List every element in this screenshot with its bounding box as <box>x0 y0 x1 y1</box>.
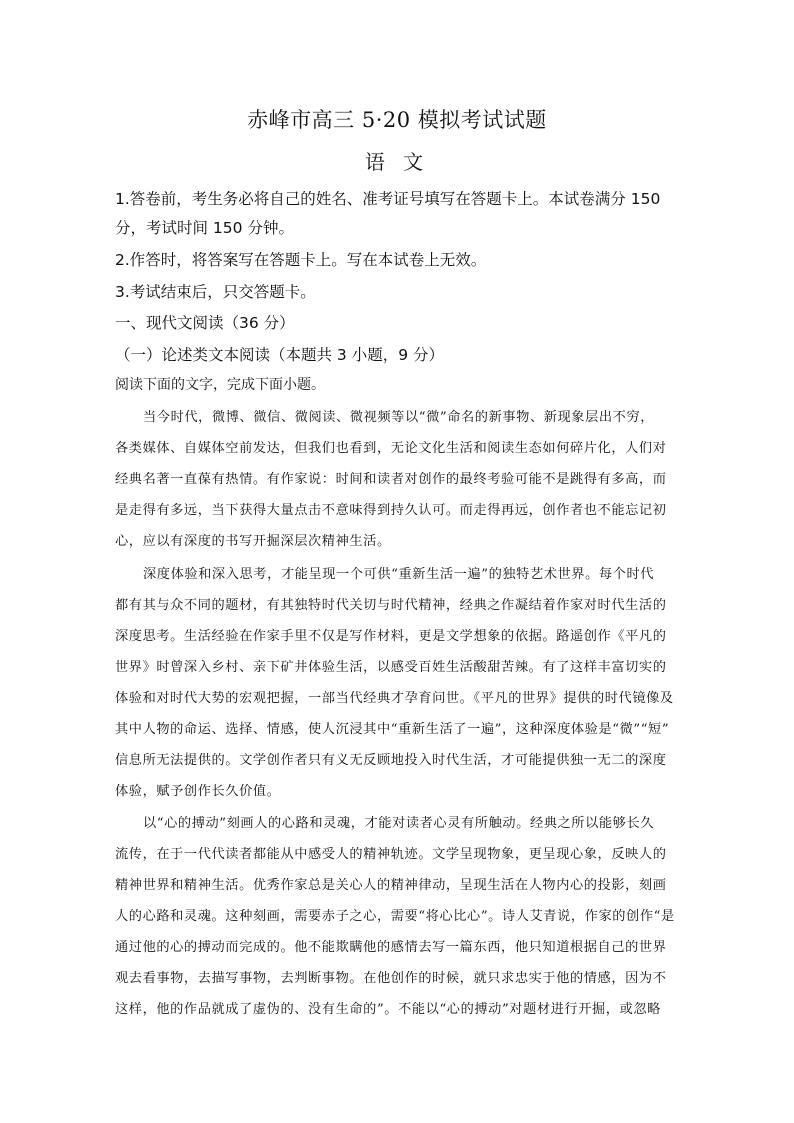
passage-line: 体验和对时代大势的宏观把握，一部当代经典才孕育问世。《平凡的世界》提供的时代镜像及 <box>115 691 674 706</box>
passage-line: 各类媒体、自媒体空前发达，但我们也看到，无论文化生活和阅读生态如何碎片化，人们对 <box>115 441 667 456</box>
instruction-line: 2.作答时，将答案写在答题卡上。写在本试卷上无效。 <box>115 251 487 269</box>
passage-line: 都有其与众不同的题材，有其独特时代关切与时代精神，经典之作凝结着作家对时代生活的 <box>115 598 667 613</box>
passage-line: 以“心的搏动”刻画人的心路和灵魂，才能对读者心灵有所触动。经典之所以能够长久 <box>143 816 655 831</box>
passage-line: 其中人物的命运、选择、情感，使人沉浸其中“重新生活了一遍”，这种深度体验是“微”“短” <box>115 722 670 737</box>
passage-line: 体验，赋予创作长久价值。 <box>115 784 281 799</box>
passage-line: 精神世界和精神生活。优秀作家总是关心人的精神律动，呈现生活在人物内心的投影，刻画 <box>115 878 667 893</box>
passage-line: 人的心路和灵魂。这种刻画，需要赤子之心，需要“将心比心”。诗人艾青说，作家的创作“是 <box>115 909 675 924</box>
exam-title: 赤峰市高三 5·20 模拟考试试题 <box>247 108 547 132</box>
passage-line: 是走得有多远，当下获得大量点击不意味得到持久认可。而走得再远，创作者也不能忘记初 <box>115 503 667 518</box>
instruction-line: 1.答卷前，考生务必将自己的姓名、准考证号填写在答题卡上。本试卷满分 150 <box>115 190 661 208</box>
reading-prompt: 阅读下面的文字，完成下面小题。 <box>115 377 325 393</box>
passage-line: 通过他的心的搏动而完成的。他不能欺瞒他的感情去写一篇东西，他只知道根据自己的世界 <box>115 940 667 955</box>
passage-line: 深度思考。生活经验在作家手里不仅是写作材料，更是文学想象的依据。路遥创作《平凡的 <box>115 629 667 644</box>
subject-heading: 语 文 <box>364 150 430 174</box>
passage-line: 这样，他的作品就成了虚伪的、没有生命的”。不能以“心的搏动”对题材进行开掘，或忽略 <box>115 1002 661 1017</box>
instruction-line: 3.考试结束后，只交答题卡。 <box>115 283 316 301</box>
passage-line: 信息所无法提供的。文学创作者只有义无反顾地投入时代生活，才可能提供独一无二的深度 <box>115 753 667 768</box>
section-heading: 一、现代文阅读（36 分） <box>115 314 295 332</box>
passage-line: 流传，在于一代代读者都能从中感受人的精神轨迹。文学呈现物象，更呈现心象，反映人的 <box>115 847 667 862</box>
passage-line: 深度体验和深入思考，才能呈现一个可供“重新生活一遍”的独特艺术世界。每个时代 <box>143 567 655 582</box>
passage-line: 观去看事物，去描写事物，去判断事物。在他创作的时候，就只求忠实于他的情感，因为不 <box>115 971 667 986</box>
passage-line: 世界》时曾深入乡村、亲下矿井体验生活，以感受百姓生活酸甜苦辣。有了这样丰富切实的 <box>115 660 667 675</box>
instruction-line: 分，考试时间 150 分钟。 <box>115 219 294 237</box>
passage-line: 经典名著一直葆有热情。有作家说：时间和读者对创作的最终考验可能不是跳得有多高，而 <box>115 472 667 487</box>
passage-line: 心，应以有深度的书写开掘深层次精神生活。 <box>115 534 391 549</box>
subsection-heading: （一）论述类文本阅读（本题共 3 小题，9 分） <box>115 346 445 364</box>
passage-line: 当今时代，微博、微信、微阅读、微视频等以“微”命名的新事物、新现象层出不穷， <box>143 410 655 425</box>
